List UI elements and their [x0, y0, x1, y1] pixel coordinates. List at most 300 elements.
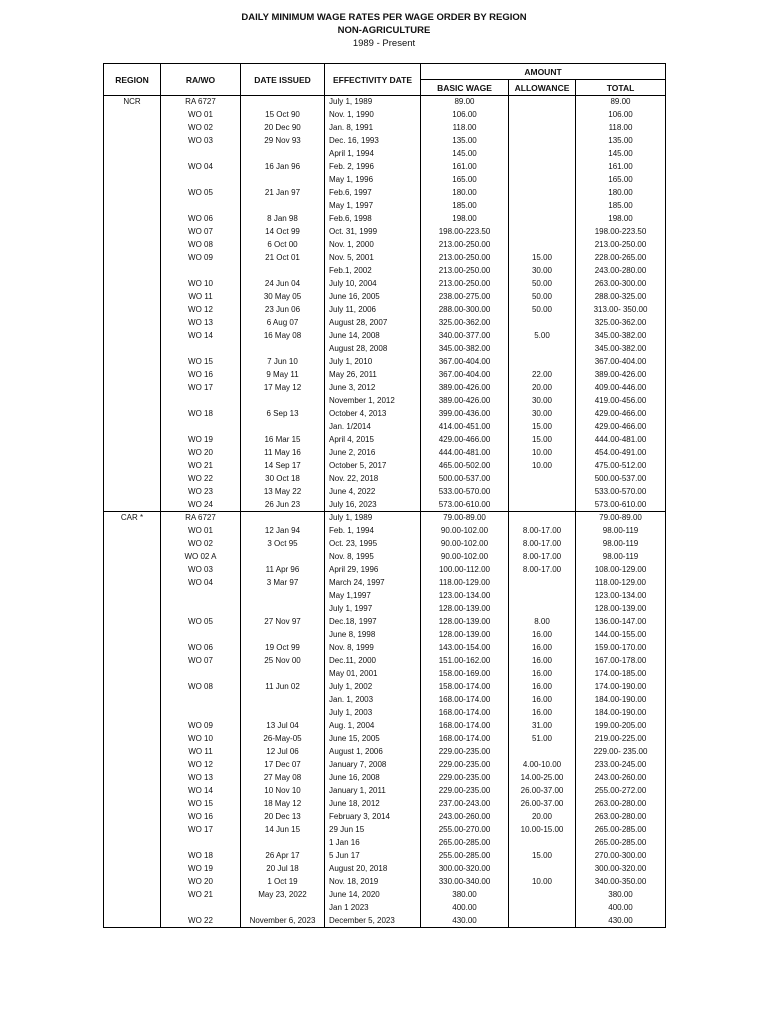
allowance-cell: 5.00	[509, 329, 576, 342]
region-cell	[104, 161, 161, 174]
total-cell: 243.00-280.00	[576, 265, 666, 278]
allowance-cell: 16.00	[509, 629, 576, 642]
basic-wage-cell: 90.00-102.00	[421, 538, 509, 551]
total-cell: 161.00	[576, 161, 666, 174]
effectivity-date-cell: May 1, 1997	[325, 200, 421, 213]
basic-wage-cell: 213.00-250.00	[421, 278, 509, 291]
region-cell	[104, 538, 161, 551]
effectivity-date-cell: Dec.11, 2000	[325, 655, 421, 668]
document-subtitle: NON-AGRICULTURE	[337, 25, 431, 36]
effectivity-date-cell: Feb.6, 1997	[325, 187, 421, 200]
allowance-cell	[509, 577, 576, 590]
effectivity-date-cell: August 28, 2007	[325, 316, 421, 329]
wage-order-cell: WO 09	[161, 252, 241, 265]
wage-order-cell	[161, 629, 241, 642]
region-cell	[104, 823, 161, 836]
date-issued-cell: 14 Oct 99	[241, 226, 325, 239]
wage-order-cell: WO 13	[161, 771, 241, 784]
allowance-cell	[509, 148, 576, 161]
header-basic-wage: BASIC WAGE	[421, 80, 509, 96]
total-cell: 98.00-119	[576, 525, 666, 538]
effectivity-date-cell: June 14, 2008	[325, 329, 421, 342]
allowance-cell	[509, 96, 576, 109]
total-cell: 255.00-272.00	[576, 784, 666, 797]
allowance-cell: 4.00-10.00	[509, 758, 576, 771]
basic-wage-cell: 400.00	[421, 901, 509, 914]
date-issued-cell: 17 May 12	[241, 381, 325, 394]
date-issued-cell	[241, 174, 325, 187]
wage-order-cell: WO 23	[161, 485, 241, 498]
allowance-cell	[509, 836, 576, 849]
total-cell: 185.00	[576, 200, 666, 213]
basic-wage-cell: 300.00-320.00	[421, 862, 509, 875]
date-issued-cell: 6 Aug 07	[241, 316, 325, 329]
wage-order-cell	[161, 590, 241, 603]
total-cell: 409.00-446.00	[576, 381, 666, 394]
basic-wage-cell: 79.00-89.00	[421, 512, 509, 525]
allowance-cell	[509, 226, 576, 239]
total-cell: 184.00-190.00	[576, 694, 666, 707]
table-row	[104, 823, 666, 836]
table-row	[104, 862, 666, 875]
allowance-cell	[509, 745, 576, 758]
date-issued-cell: 17 Dec 07	[241, 758, 325, 771]
wage-order-cell: WO 01	[161, 525, 241, 538]
table-row	[104, 187, 666, 200]
total-cell: 123.00-134.00	[576, 590, 666, 603]
allowance-cell	[509, 862, 576, 875]
date-issued-cell: 12 Jul 06	[241, 745, 325, 758]
region-cell: CAR *	[104, 512, 161, 525]
total-cell: 184.00-190.00	[576, 707, 666, 720]
region-cell	[104, 849, 161, 862]
basic-wage-cell: 123.00-134.00	[421, 590, 509, 603]
effectivity-date-cell: Feb.6, 1998	[325, 213, 421, 226]
basic-wage-cell: 340.00-377.00	[421, 329, 509, 342]
effectivity-date-cell: April 4, 2015	[325, 433, 421, 446]
effectivity-date-cell: August 20, 2018	[325, 862, 421, 875]
region-cell	[104, 368, 161, 381]
effectivity-date-cell: Jan. 1, 2003	[325, 694, 421, 707]
wage-order-cell: WO 11	[161, 291, 241, 304]
effectivity-date-cell: June 16, 2008	[325, 771, 421, 784]
wage-order-cell: WO 12	[161, 304, 241, 317]
region-cell	[104, 551, 161, 564]
wage-order-cell: WO 16	[161, 368, 241, 381]
basic-wage-cell: 213.00-250.00	[421, 252, 509, 265]
effectivity-date-cell: October 5, 2017	[325, 459, 421, 472]
date-issued-cell: 11 Apr 96	[241, 564, 325, 577]
allowance-cell	[509, 901, 576, 914]
allowance-cell	[509, 187, 576, 200]
date-issued-cell: 3 Mar 97	[241, 577, 325, 590]
total-cell: 389.00-426.00	[576, 368, 666, 381]
effectivity-date-cell: May 1,1997	[325, 590, 421, 603]
basic-wage-cell: 389.00-426.00	[421, 381, 509, 394]
wage-order-cell: WO 20	[161, 875, 241, 888]
header-date-issued: DATE ISSUED	[241, 64, 325, 96]
wage-order-cell: WO 14	[161, 329, 241, 342]
region-cell	[104, 316, 161, 329]
allowance-cell: 10.00	[509, 446, 576, 459]
wage-table-body	[104, 96, 666, 928]
date-issued-cell: 26 Apr 17	[241, 849, 325, 862]
basic-wage-cell: 265.00-285.00	[421, 836, 509, 849]
effectivity-date-cell: December 5, 2023	[325, 914, 421, 927]
region-cell	[104, 875, 161, 888]
effectivity-date-cell: 5 Jun 17	[325, 849, 421, 862]
date-issued-cell	[241, 603, 325, 616]
table-row	[104, 316, 666, 329]
total-cell: 454.00-491.00	[576, 446, 666, 459]
effectivity-date-cell: May 26, 2011	[325, 368, 421, 381]
table-row	[104, 342, 666, 355]
effectivity-date-cell: Jan. 1/2014	[325, 420, 421, 433]
basic-wage-cell: 414.00-451.00	[421, 420, 509, 433]
allowance-cell: 15.00	[509, 252, 576, 265]
total-cell: 265.00-285.00	[576, 823, 666, 836]
effectivity-date-cell: April 1, 1994	[325, 148, 421, 161]
date-issued-cell: May 23, 2022	[241, 888, 325, 901]
total-cell: 159.00-170.00	[576, 642, 666, 655]
header-total: TOTAL	[576, 80, 666, 96]
region-cell	[104, 135, 161, 148]
total-cell: 430.00	[576, 914, 666, 927]
effectivity-date-cell: May 01, 2001	[325, 668, 421, 681]
region-cell	[104, 252, 161, 265]
allowance-cell: 51.00	[509, 732, 576, 745]
allowance-cell: 8.00	[509, 616, 576, 629]
effectivity-date-cell: Nov. 1, 1990	[325, 109, 421, 122]
allowance-cell: 8.00-17.00	[509, 538, 576, 551]
table-row	[104, 459, 666, 472]
table-row	[104, 109, 666, 122]
allowance-cell	[509, 485, 576, 498]
total-cell: 233.00-245.00	[576, 758, 666, 771]
region-cell	[104, 914, 161, 927]
table-row	[104, 720, 666, 733]
basic-wage-cell: 229.00-235.00	[421, 784, 509, 797]
table-row	[104, 200, 666, 213]
date-issued-cell	[241, 512, 325, 525]
basic-wage-cell: 128.00-139.00	[421, 629, 509, 642]
region-cell	[104, 564, 161, 577]
basic-wage-cell: 168.00-174.00	[421, 732, 509, 745]
allowance-cell: 30.00	[509, 394, 576, 407]
wage-order-cell: WO 10	[161, 732, 241, 745]
total-cell: 263.00-300.00	[576, 278, 666, 291]
date-issued-cell	[241, 265, 325, 278]
wage-order-cell: WO 19	[161, 433, 241, 446]
wage-order-cell: WO 24	[161, 498, 241, 511]
region-cell	[104, 213, 161, 226]
total-cell: 228.00-265.00	[576, 252, 666, 265]
effectivity-date-cell: January 1, 2011	[325, 784, 421, 797]
allowance-cell: 26.00-37.00	[509, 784, 576, 797]
allowance-cell	[509, 316, 576, 329]
region-cell	[104, 304, 161, 317]
table-row	[104, 758, 666, 771]
table-row	[104, 564, 666, 577]
allowance-cell: 30.00	[509, 265, 576, 278]
wage-order-cell	[161, 394, 241, 407]
allowance-cell: 10.00	[509, 459, 576, 472]
basic-wage-cell: 345.00-382.00	[421, 342, 509, 355]
effectivity-date-cell: 29 Jun 15	[325, 823, 421, 836]
date-issued-cell	[241, 836, 325, 849]
effectivity-date-cell: Nov. 5, 2001	[325, 252, 421, 265]
region-cell	[104, 226, 161, 239]
date-issued-cell: November 6, 2023	[241, 914, 325, 927]
total-cell: 429.00-466.00	[576, 407, 666, 420]
wage-order-cell: WO 04	[161, 577, 241, 590]
header-amount: AMOUNT	[421, 64, 666, 80]
date-issued-cell	[241, 420, 325, 433]
total-cell: 270.00-300.00	[576, 849, 666, 862]
total-cell: 500.00-537.00	[576, 472, 666, 485]
basic-wage-cell: 399.00-436.00	[421, 407, 509, 420]
basic-wage-cell: 145.00	[421, 148, 509, 161]
region-cell	[104, 200, 161, 213]
allowance-cell	[509, 342, 576, 355]
total-cell: 265.00-285.00	[576, 836, 666, 849]
basic-wage-cell: 165.00	[421, 174, 509, 187]
wage-order-cell: WO 19	[161, 862, 241, 875]
total-cell: 108.00-129.00	[576, 564, 666, 577]
allowance-cell: 10.00	[509, 875, 576, 888]
date-issued-cell	[241, 668, 325, 681]
basic-wage-cell: 389.00-426.00	[421, 394, 509, 407]
region-cell	[104, 472, 161, 485]
wage-order-cell: WO 15	[161, 355, 241, 368]
region-cell	[104, 407, 161, 420]
table-row	[104, 394, 666, 407]
table-row	[104, 135, 666, 148]
table-row	[104, 732, 666, 745]
wage-order-cell: WO 18	[161, 849, 241, 862]
region-cell	[104, 707, 161, 720]
region-cell	[104, 758, 161, 771]
table-row	[104, 485, 666, 498]
total-cell: 367.00-404.00	[576, 355, 666, 368]
wage-order-cell: WO 15	[161, 797, 241, 810]
header-allowance: ALLOWANCE	[509, 80, 576, 96]
total-cell: 98.00-119	[576, 538, 666, 551]
table-row	[104, 668, 666, 681]
region-cell	[104, 291, 161, 304]
table-row	[104, 239, 666, 252]
wage-order-cell: WO 11	[161, 745, 241, 758]
date-issued-cell: 6 Sep 13	[241, 407, 325, 420]
wage-order-cell: WO 14	[161, 784, 241, 797]
date-issued-cell: 11 May 16	[241, 446, 325, 459]
allowance-cell	[509, 122, 576, 135]
region-cell	[104, 485, 161, 498]
region-cell	[104, 265, 161, 278]
total-cell: 165.00	[576, 174, 666, 187]
effectivity-date-cell: August 28, 2008	[325, 342, 421, 355]
allowance-cell	[509, 498, 576, 511]
total-cell: 444.00-481.00	[576, 433, 666, 446]
basic-wage-cell: 158.00-169.00	[421, 668, 509, 681]
basic-wage-cell: 429.00-466.00	[421, 433, 509, 446]
total-cell: 198.00-223.50	[576, 226, 666, 239]
effectivity-date-cell: Oct. 31, 1999	[325, 226, 421, 239]
basic-wage-cell: 198.00	[421, 213, 509, 226]
basic-wage-cell: 237.00-243.00	[421, 797, 509, 810]
date-issued-cell: 18 May 12	[241, 797, 325, 810]
date-issued-cell	[241, 96, 325, 109]
effectivity-date-cell: June 4, 2022	[325, 485, 421, 498]
region-cell	[104, 810, 161, 823]
allowance-cell	[509, 161, 576, 174]
allowance-cell	[509, 472, 576, 485]
date-issued-cell	[241, 901, 325, 914]
region-cell	[104, 148, 161, 161]
effectivity-date-cell: July 16, 2023	[325, 498, 421, 511]
effectivity-date-cell: June 8, 1998	[325, 629, 421, 642]
wage-order-cell: WO 01	[161, 109, 241, 122]
date-issued-cell: 25 Nov 00	[241, 655, 325, 668]
table-row	[104, 642, 666, 655]
allowance-cell: 14.00-25.00	[509, 771, 576, 784]
basic-wage-cell: 106.00	[421, 109, 509, 122]
wage-order-cell: WO 05	[161, 187, 241, 200]
wage-order-cell: WO 05	[161, 616, 241, 629]
table-row	[104, 836, 666, 849]
total-cell: 106.00	[576, 109, 666, 122]
effectivity-date-cell: Nov. 8, 1999	[325, 642, 421, 655]
date-issued-cell	[241, 590, 325, 603]
basic-wage-cell: 533.00-570.00	[421, 485, 509, 498]
basic-wage-cell: 229.00-235.00	[421, 745, 509, 758]
basic-wage-cell: 243.00-260.00	[421, 810, 509, 823]
allowance-cell: 16.00	[509, 642, 576, 655]
table-row	[104, 849, 666, 862]
table-row	[104, 745, 666, 758]
table-row	[104, 498, 666, 511]
region-cell	[104, 109, 161, 122]
region-cell	[104, 329, 161, 342]
total-cell: 174.00-185.00	[576, 668, 666, 681]
date-issued-cell: 15 Oct 90	[241, 109, 325, 122]
table-row	[104, 226, 666, 239]
wage-order-cell	[161, 603, 241, 616]
table-row	[104, 291, 666, 304]
table-row	[104, 603, 666, 616]
wage-order-cell	[161, 668, 241, 681]
effectivity-date-cell: April 29, 1996	[325, 564, 421, 577]
region-cell	[104, 629, 161, 642]
table-row	[104, 577, 666, 590]
allowance-cell: 8.00-17.00	[509, 564, 576, 577]
table-row	[104, 771, 666, 784]
total-cell: 325.00-362.00	[576, 316, 666, 329]
basic-wage-cell: 330.00-340.00	[421, 875, 509, 888]
allowance-cell: 30.00	[509, 407, 576, 420]
basic-wage-cell: 465.00-502.00	[421, 459, 509, 472]
region-cell	[104, 577, 161, 590]
wage-order-cell: WO 10	[161, 278, 241, 291]
region-cell	[104, 590, 161, 603]
table-row	[104, 355, 666, 368]
basic-wage-cell: 198.00-223.50	[421, 226, 509, 239]
allowance-cell: 20.00	[509, 381, 576, 394]
region-cell	[104, 681, 161, 694]
allowance-cell: 22.00	[509, 368, 576, 381]
wage-order-cell	[161, 420, 241, 433]
wage-order-cell: WO 17	[161, 823, 241, 836]
date-issued-cell: 29 Nov 93	[241, 135, 325, 148]
effectivity-date-cell: Nov. 8, 1995	[325, 551, 421, 564]
effectivity-date-cell: January 7, 2008	[325, 758, 421, 771]
allowance-cell: 8.00-17.00	[509, 551, 576, 564]
table-row	[104, 381, 666, 394]
region-cell	[104, 732, 161, 745]
basic-wage-cell: 288.00-300.00	[421, 304, 509, 317]
date-issued-cell: 19 Oct 99	[241, 642, 325, 655]
table-row	[104, 681, 666, 694]
basic-wage-cell: 118.00	[421, 122, 509, 135]
total-cell: 533.00-570.00	[576, 485, 666, 498]
total-cell: 313.00- 350.00	[576, 304, 666, 317]
date-issued-cell	[241, 394, 325, 407]
table-row	[104, 407, 666, 420]
region-cell	[104, 616, 161, 629]
total-cell: 198.00	[576, 213, 666, 226]
effectivity-date-cell: Feb. 1, 1994	[325, 525, 421, 538]
basic-wage-cell: 158.00-174.00	[421, 681, 509, 694]
table-row	[104, 278, 666, 291]
basic-wage-cell: 90.00-102.00	[421, 551, 509, 564]
basic-wage-cell: 168.00-174.00	[421, 707, 509, 720]
effectivity-date-cell: June 2, 2016	[325, 446, 421, 459]
wage-order-cell	[161, 200, 241, 213]
table-row	[104, 629, 666, 642]
table-row	[104, 797, 666, 810]
table-row	[104, 96, 666, 109]
total-cell: 288.00-325.00	[576, 291, 666, 304]
date-issued-cell: 20 Jul 18	[241, 862, 325, 875]
effectivity-date-cell: 1 Jan 16	[325, 836, 421, 849]
date-issued-cell: 1 Oct 19	[241, 875, 325, 888]
basic-wage-cell: 180.00	[421, 187, 509, 200]
wage-order-cell: RA 6727	[161, 512, 241, 525]
effectivity-date-cell: March 24, 1997	[325, 577, 421, 590]
total-cell: 475.00-512.00	[576, 459, 666, 472]
wage-order-cell: WO 20	[161, 446, 241, 459]
table-row	[104, 784, 666, 797]
total-cell: 145.00	[576, 148, 666, 161]
basic-wage-cell: 213.00-250.00	[421, 265, 509, 278]
wage-order-cell: WO 09	[161, 720, 241, 733]
wage-order-cell: WO 03	[161, 135, 241, 148]
effectivity-date-cell: Dec. 16, 1993	[325, 135, 421, 148]
date-issued-cell: 16 May 08	[241, 329, 325, 342]
wage-order-cell: WO 02	[161, 122, 241, 135]
basic-wage-cell: 573.00-610.00	[421, 498, 509, 511]
date-issued-cell	[241, 707, 325, 720]
effectivity-date-cell: Jan. 8, 1991	[325, 122, 421, 135]
wage-order-cell: WO 08	[161, 681, 241, 694]
wage-order-cell: WO 02 A	[161, 551, 241, 564]
effectivity-date-cell: Dec.18, 1997	[325, 616, 421, 629]
table-row	[104, 810, 666, 823]
total-cell: 118.00	[576, 122, 666, 135]
table-row	[104, 525, 666, 538]
basic-wage-cell: 500.00-537.00	[421, 472, 509, 485]
date-issued-cell: 20 Dec 90	[241, 122, 325, 135]
